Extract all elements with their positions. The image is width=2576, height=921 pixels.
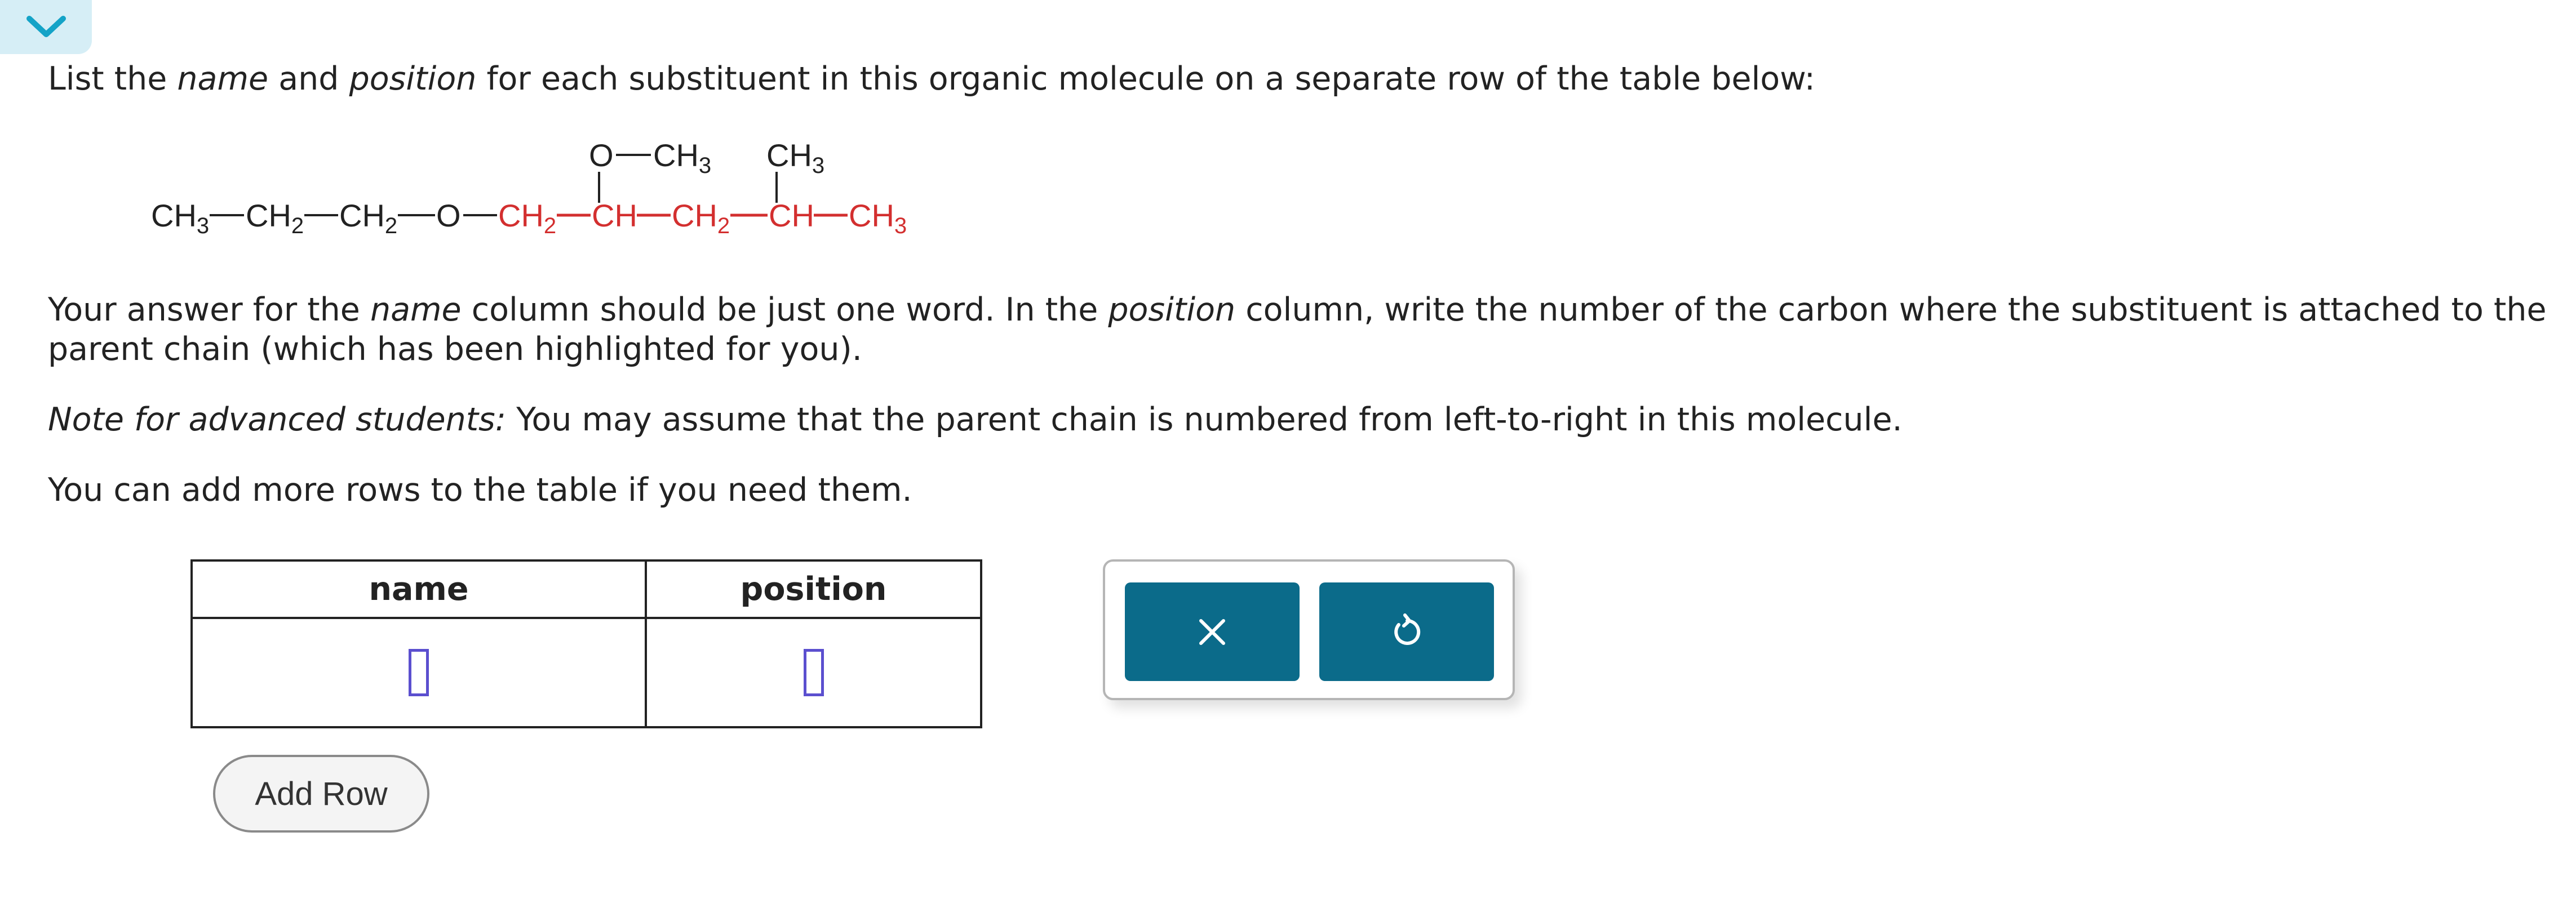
clear-button[interactable]	[1125, 582, 1300, 681]
svg-text:CH3: $CH_3$	[151, 198, 210, 238]
parent-chain-highlight	[498, 198, 907, 238]
position-input[interactable]	[804, 649, 824, 696]
svg-text:CH: CH	[769, 198, 814, 233]
advanced-note: Note for advanced students: You may assume that the parent chain is numbered from left-to-right in this molecule.	[48, 401, 1903, 438]
svg-text:CH2: $CH_2$	[339, 198, 398, 238]
svg-text:O: O	[436, 198, 461, 233]
svg-text:CH2: $CH_2$	[672, 198, 730, 238]
instruction-text: List the name and position for each substituent in this organic molecule on a separate row of the table below:	[48, 60, 1816, 97]
header-position: position	[646, 560, 981, 618]
main-chain	[151, 198, 497, 238]
svg-text:CH2: $CH_2$	[498, 198, 557, 238]
name-input-cell[interactable]	[192, 618, 646, 727]
svg-text:O: O	[589, 137, 614, 173]
table-header-row	[192, 560, 981, 618]
svg-text:CH3: $CH_3$	[766, 137, 825, 178]
header-name: name	[192, 560, 646, 618]
undo-icon	[1387, 612, 1426, 652]
add-rows-hint: You can add more rows to the table if you need them.	[48, 471, 912, 509]
svg-text:CH2: $CH_2$	[246, 198, 304, 238]
answer-toolbar	[1103, 559, 1515, 700]
svg-text:CH3: $CH_3$	[653, 137, 712, 178]
svg-text:CH3: $CH_3$	[849, 198, 907, 238]
position-input-cell[interactable]	[646, 618, 981, 727]
chevron-down-icon	[24, 13, 69, 41]
close-icon	[1195, 615, 1229, 649]
svg-text:CH: CH	[592, 198, 637, 233]
substituent-methoxy	[589, 137, 711, 203]
answer-instructions: Your answer for the name column should be just one word. In the position column, write the number of the carbon where the substituent is attached to the parent chain (which has been highlighted for you).	[48, 291, 2547, 368]
substituent-methyl	[766, 137, 824, 203]
reset-button[interactable]	[1319, 582, 1494, 681]
add-row-button[interactable]: Add Row	[213, 755, 429, 833]
table-row	[192, 618, 981, 727]
answer-table	[190, 559, 982, 728]
molecule-structure	[141, 132, 958, 256]
name-input[interactable]	[409, 649, 429, 696]
collapse-toggle[interactable]	[0, 0, 92, 54]
